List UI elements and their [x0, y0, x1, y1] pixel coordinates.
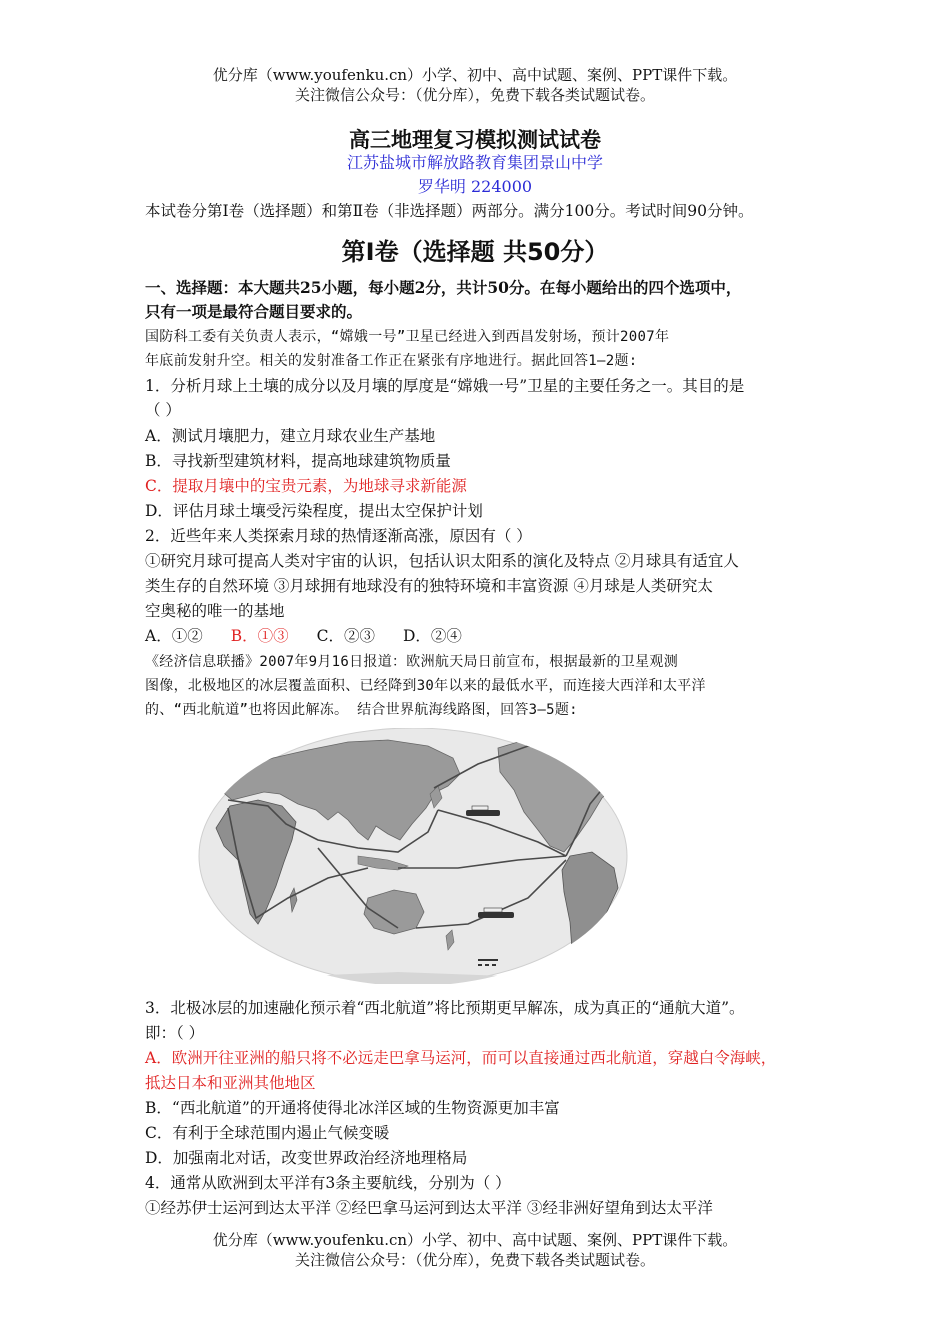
site-footer-line2: 关注微信公众号：（优分库），免费下载各类试题试卷。: [294, 1251, 655, 1269]
q2-option-a: A．①②: [145, 627, 203, 645]
q1-stem-line2: （ ）: [145, 401, 181, 419]
passage2-line3: 的、“西北航道”也将因此解冻。 结合世界航海线路图，回答3—5题:: [145, 702, 578, 718]
site-footer-line1: 优分库（www.youfenku.cn）小学、初中、高中试题、案例、PPT课件下载。: [212, 1231, 738, 1249]
q3-option-a-answer-line1: A．欧洲开往亚洲的船只将不必远走巴拿马运河，而可以直接通过西北航道，穿越白令海峡，: [145, 1049, 777, 1067]
passage2-line1: 《经济信息联播》2007年9月16日报道：欧洲航天局日前宣布，根据最新的卫星观测: [145, 654, 678, 670]
q2-items-line1: ①研究月球可提高人类对宇宙的认识，包括认识太阳系的演化及特点 ②月球具有适宜人: [145, 552, 739, 570]
school-name: 江苏盐城市解放路教育集团景山中学: [346, 153, 603, 172]
site-header-line2: 关注微信公众号：（优分库），免费下载各类试题试卷。: [294, 86, 655, 104]
q1-option-b: B．寻找新型建筑材料，提高地球建筑物质量: [145, 452, 451, 470]
q2-options: [145, 624, 490, 648]
paper-title: 高三地理复习模拟测试试卷: [349, 127, 601, 152]
q3-option-b: B．“西北航道”的开通将使得北冰洋区域的生物资源更加丰富: [145, 1099, 560, 1117]
q4-stem: 4．通常从欧洲到太平洋有3条主要航线，分别为（ ）: [145, 1174, 511, 1192]
q2-option-c: C．②③: [316, 627, 375, 645]
q3-option-d: D．加强南北对话，改变世界政治经济地理格局: [145, 1149, 468, 1167]
south-america-landmass: [562, 852, 618, 972]
q1-option-d: D．评估月球土壤受污染程度，提出太空保护计划: [145, 502, 483, 520]
instruction-line2: 只有一项是最符合题目要求的。: [145, 302, 363, 321]
q3-stem-line2: 即：（ ）: [145, 1024, 205, 1042]
world-shipping-routes-map: [198, 728, 628, 984]
q3-option-a-answer-line2: 抵达日本和亚洲其他地区: [145, 1074, 316, 1092]
instruction-line1: 一、选择题：本大题共25小题，每小题2分，共计50分。在每小题给出的四个选项中，: [145, 278, 742, 297]
author-line: 罗华明 224000: [417, 177, 533, 196]
q4-items: ①经苏伊士运河到达太平洋 ②经巴拿马运河到达太平洋 ③经非洲好望角到达太平洋: [145, 1199, 713, 1217]
q1-stem-line1: 1．分析月球上土壤的成分以及月壤的厚度是“嫦娥一号”卫星的主要任务之一。其目的是: [145, 377, 745, 395]
passage1-line2: 年底前发射升空。相关的发射准备工作正在紧张有序地进行。据此回答1—2题:: [145, 353, 638, 369]
passage2-line2: 图像，北极地区的冰层覆盖面积、已经降到30年以来的最低水平，而连接大西洋和太平洋: [145, 678, 706, 694]
site-header-line1: 优分库（www.youfenku.cn）小学、初中、高中试题、案例、PPT课件下载。: [212, 66, 738, 84]
antarctica-edge: [258, 972, 558, 984]
q2-items-line3: 空奥秘的唯一的基地: [145, 602, 285, 620]
q1-option-c-answer: C．提取月壤中的宝贵元素，为地球寻求新能源: [145, 477, 467, 495]
q2-stem: 2．近些年来人类探索月球的热情逐渐高涨，原因有（ ）: [145, 527, 532, 545]
q3-option-c: C．有利于全球范围内遏止气候变暖: [145, 1124, 390, 1142]
q1-option-a: A．测试月壤肥力，建立月球农业生产基地: [145, 427, 436, 445]
passage1-line1: 国防科工委有关负责人表示，“嫦娥一号”卫星已经进入到西昌发射场，预计2007年: [145, 329, 670, 345]
section-title: 第Ⅰ卷（选择题 共50分）: [341, 238, 609, 266]
q3-stem-line1: 3．北极冰层的加速融化预示着“西北航道”将比预期更早解冻，成为真正的“通航大道”。: [145, 999, 745, 1017]
q2-items-line2: 类生存的自然环境 ③月球拥有地球没有的独特环境和丰富资源 ④月球是人类研究太: [145, 577, 713, 595]
paper-intro: 本试卷分第Ⅰ卷（选择题）和第Ⅱ卷（非选择题）两部分。满分100分。考试时间90分钟。: [145, 202, 754, 220]
greenland: [590, 732, 624, 754]
q2-option-b-answer: B．①③: [230, 627, 289, 645]
q2-option-d: D．②④: [402, 627, 462, 645]
